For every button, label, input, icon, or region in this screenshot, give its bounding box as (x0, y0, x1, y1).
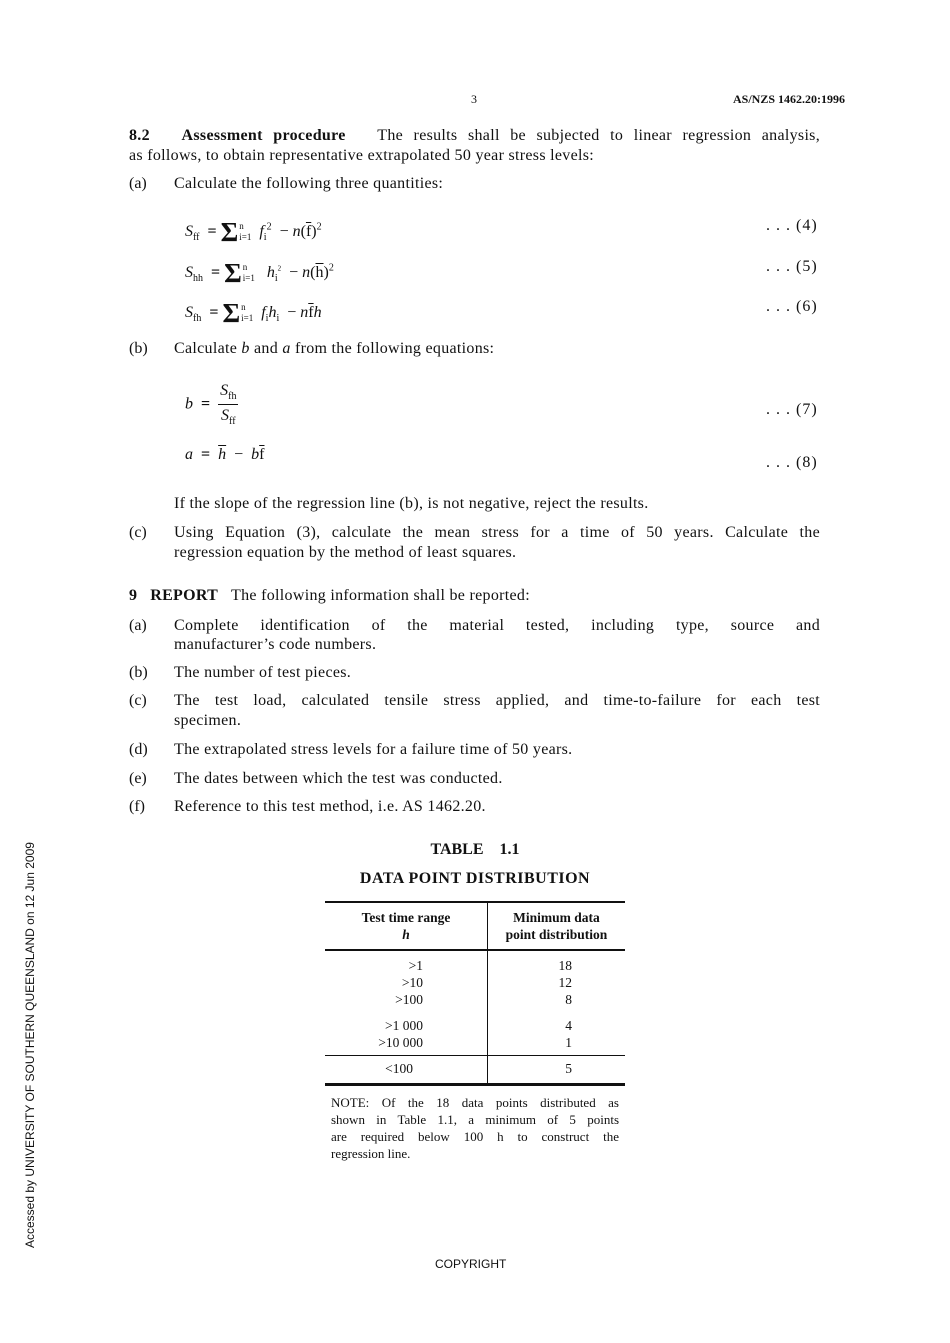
range-cell: >100 (395, 992, 423, 1007)
equation-8: $a = \overline{h} - b\overline{f}$ (185, 446, 265, 463)
note-line: are required below 100 h to construct the (331, 1129, 619, 1144)
step-a-label: (a) (129, 175, 147, 192)
section-intro: The following information shall be reported: (231, 587, 530, 604)
report-item-label: (b) (129, 664, 148, 681)
range-cell: >1 000 (385, 1018, 423, 1033)
table-note (331, 1094, 619, 1162)
note-line: regression line. (331, 1146, 411, 1161)
report-item-continuation: specimen. (174, 712, 242, 729)
step-c-line1: Using Equation (3), calculate the mean stress for a time of 50 years. Calculate the (174, 524, 820, 541)
equation-7: b = $\frac{S_{fh}}{S_{ff}}$ (185, 382, 237, 428)
table-header-row (325, 902, 625, 950)
note-line: shown in Table 1.1, a minimum of 5 points (331, 1112, 619, 1127)
section-title: REPORT (150, 587, 219, 604)
report-item-text: The dates between which the test was conducted. (174, 770, 503, 787)
data-point-table (325, 901, 625, 1086)
table-caption: TABLE 1.1 (430, 841, 520, 858)
table-footer-row (325, 1056, 625, 1085)
column-header-minimum-data: Minimum data point distribution (505, 910, 608, 942)
points-cell: 4 (565, 1018, 572, 1033)
report-item-continuation: manufacturer’s code numbers. (174, 636, 377, 653)
copyright-footer: COPYRIGHT (435, 1257, 507, 1271)
step-b-text: Calculate b and a from the following equations: (174, 340, 495, 357)
step-a-text: Calculate the following three quantities: (174, 175, 444, 192)
column-header-time-range: Test time range h (325, 902, 488, 950)
equation-4-number: . . . (4) (766, 217, 818, 234)
report-item-text: Complete identification of the material tested, including type, source and (174, 617, 820, 634)
section-title: Assessment procedure (181, 127, 346, 144)
report-item-label: (e) (129, 770, 147, 787)
points-cell: 12 (558, 975, 572, 990)
report-item-text: The test load, calculated tensile stress applied, and time-to-failure for each test (174, 692, 820, 709)
equation-8-number: . . . (8) (766, 454, 818, 471)
range-cell: >10 000 (378, 1035, 423, 1050)
table-body-row (325, 950, 625, 1056)
section-9-heading (129, 587, 530, 605)
equation-5: $S_{hh} = \Sigma$ n i=1 $h_i^2 - n(\overline{h})^2$ (185, 258, 334, 288)
report-item-label: (d) (129, 741, 148, 758)
table-title: DATA POINT DISTRIBUTION (359, 870, 591, 887)
step-b-label: (b) (129, 340, 148, 357)
equation-7-number: . . . (7) (766, 401, 818, 418)
range-cell: <100 (385, 1061, 413, 1076)
section-number: 9 (129, 587, 138, 604)
report-item-label: (a) (129, 617, 147, 634)
section-number: 8.2 (129, 127, 150, 144)
report-item-text: Reference to this test method, i.e. AS 1462.20. (174, 798, 486, 815)
access-watermark: Accessed by UNIVERSITY OF SOUTHERN QUEENSLAND on 12 Jun 2009 (23, 842, 37, 1248)
report-item-label: (f) (129, 798, 145, 815)
section-intro: The results shall be subjected to linear regression analysis, (377, 127, 821, 144)
range-cell: >1 (408, 958, 423, 973)
note-line: NOTE: Of the 18 data points distributed as (331, 1095, 619, 1110)
equation-5-number: . . . (5) (766, 258, 818, 275)
slope-note: If the slope of the regression line (b), is not negative, reject the results. (174, 495, 649, 512)
points-cell: 1 (565, 1035, 572, 1050)
report-item-text: The extrapolated stress levels for a failure time of 50 years. (174, 741, 573, 758)
points-cell: 18 (558, 958, 572, 973)
step-c-line2: regression equation by the method of least squares. (174, 544, 517, 561)
equation-4: $S_{ff} = \Sigma$ n i=1 $f_i^2 - n(\overline{f})^2$ (185, 217, 322, 247)
standard-identifier: AS/NZS 1462.20:1996 (733, 92, 846, 106)
points-cell: 5 (565, 1061, 572, 1076)
report-item-text: The number of test pieces. (174, 664, 352, 681)
equation-6: $S_{fh} = \Sigma$ n i=1 $f_ih_i - n\overline{f}h$ (185, 298, 322, 328)
section-intro-continuation: as follows, to obtain representative extrapolated 50 year stress levels: (129, 147, 595, 164)
range-cell: >10 (401, 975, 423, 990)
step-c-label: (c) (129, 524, 147, 541)
report-item-label: (c) (129, 692, 147, 709)
equation-6-number: . . . (6) (766, 298, 818, 315)
page-number: 3 (471, 92, 478, 106)
points-cell: 8 (565, 992, 572, 1007)
section-8-2-first-line (129, 127, 820, 145)
